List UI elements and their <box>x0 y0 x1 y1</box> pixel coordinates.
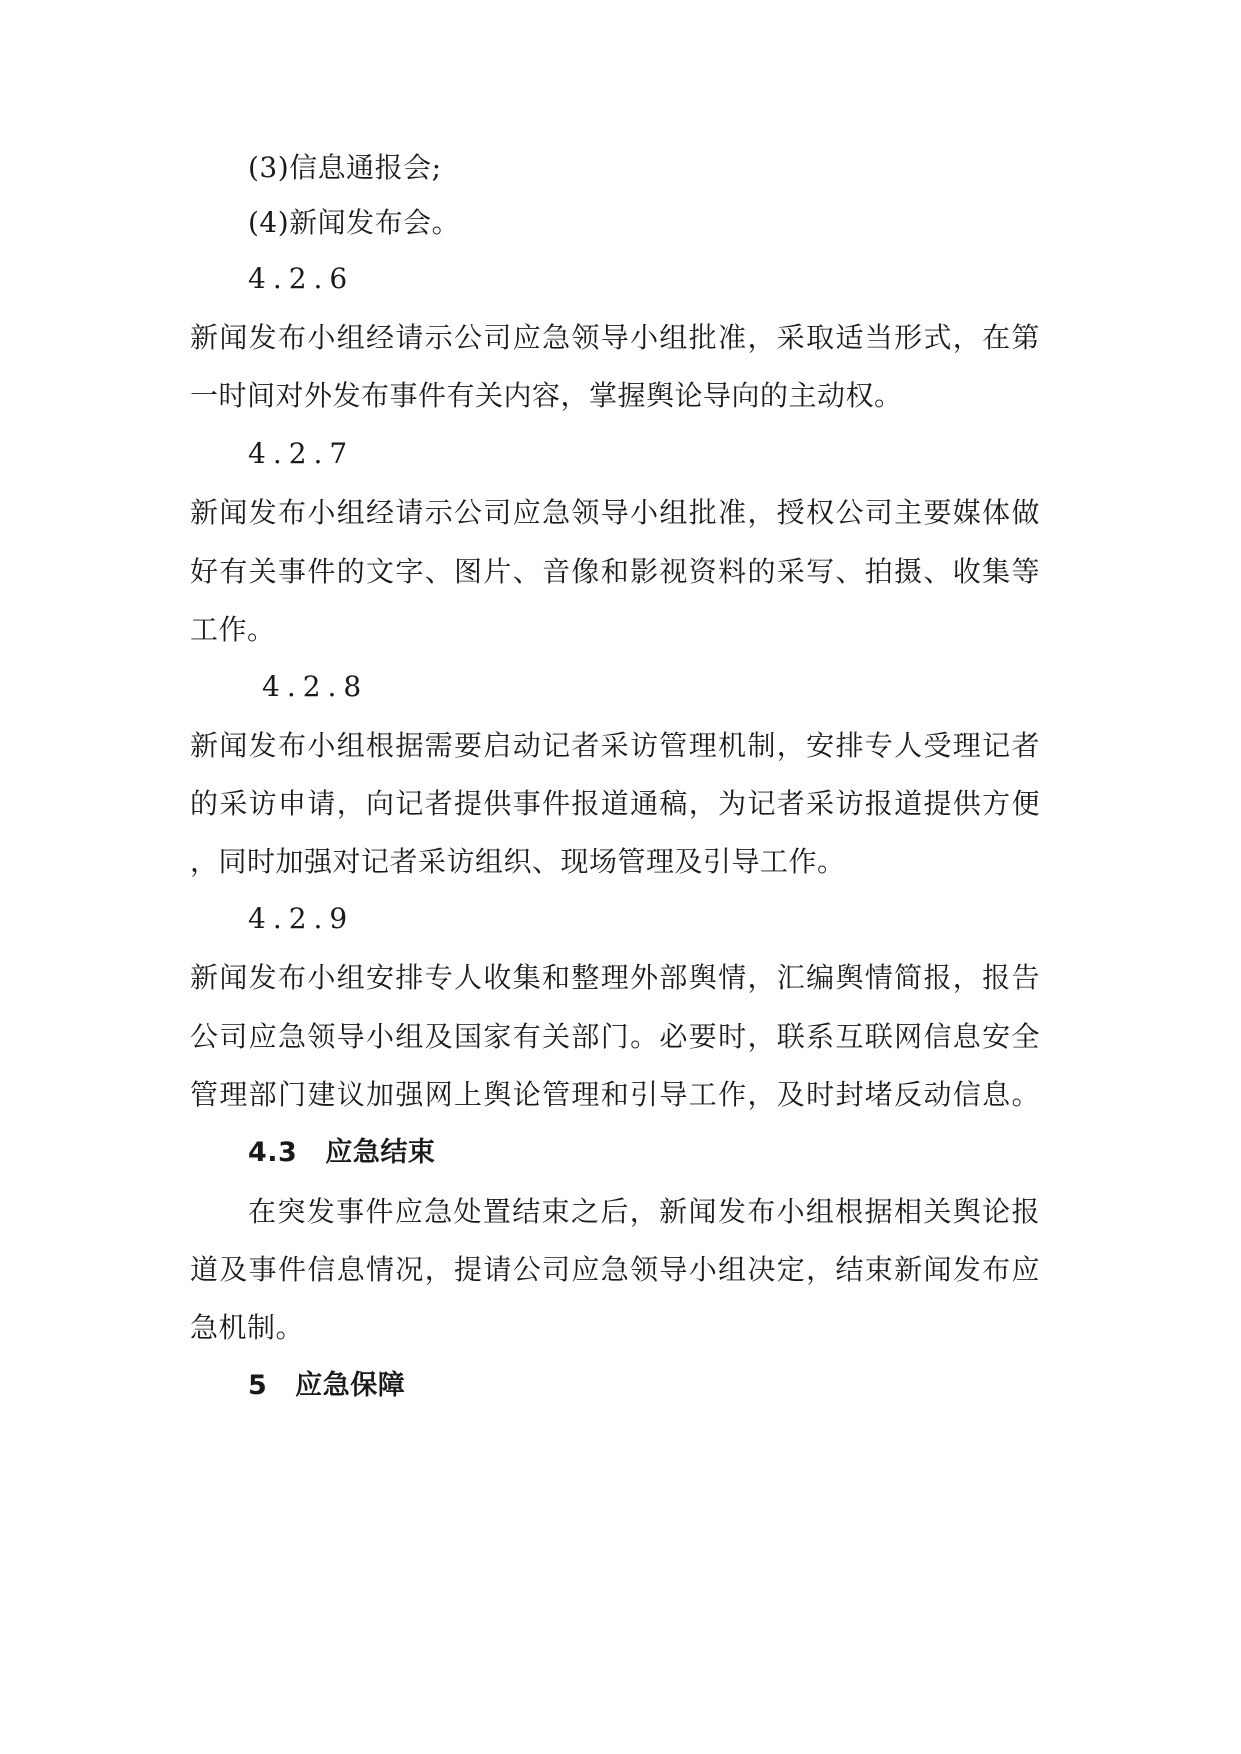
paragraph-line: 在突发事件应急处置结束之后，新闻发布小组根据相关舆论报 <box>248 1195 1040 1228</box>
paragraph-line: 的采访申请，向记者提供事件报道通稿，为记者采访报道提供方便 <box>190 787 1040 820</box>
paragraph-line: 新闻发布小组根据需要启动记者采访管理机制，安排专人受理记者 <box>190 729 1040 762</box>
paragraph-line: 新闻发布小组经请示公司应急领导小组批准，采取适当形式，在第 <box>190 321 1040 354</box>
section-heading-4-3 <box>248 1133 435 1173</box>
clause-number-4-2-7: 4.2.7 <box>248 437 355 470</box>
paragraph-line: 管理部门建议加强网上舆论管理和引导工作，及时封堵反动信息。 <box>190 1078 1040 1111</box>
clause-number-4-2-6: 4.2.6 <box>248 262 355 295</box>
section-title: 应急结束 <box>325 1137 436 1168</box>
paragraph-line: 新闻发布小组安排专人收集和整理外部舆情，汇编舆情简报，报告 <box>190 961 1040 994</box>
paragraph-line: 急机制。 <box>190 1311 305 1344</box>
paragraph-line: 公司应急领导小组及国家有关部门。必要时，联系互联网信息安全 <box>190 1020 1040 1053</box>
paragraph-line: ，同时加强对记者采访组织、现场管理及引导工作。 <box>190 845 846 878</box>
list-item-3: (3)信息通报会; <box>248 151 442 184</box>
paragraph-line: 道及事件信息情况，提请公司应急领导小组决定，结束新闻发布应 <box>190 1253 1040 1286</box>
section-number: 4.3 <box>248 1137 298 1168</box>
paragraph-line: 新闻发布小组经请示公司应急领导小组批准，授权公司主要媒体做 <box>190 496 1040 529</box>
paragraph-line: 工作。 <box>190 613 276 646</box>
section-number: 5 <box>248 1370 268 1401</box>
section-title: 应急保障 <box>295 1370 406 1401</box>
list-item-4: (4)新闻发布会。 <box>248 206 461 239</box>
clause-number-4-2-8: 4.2.8 <box>262 670 369 703</box>
paragraph-line: 好有关事件的文字、图片、音像和影视资料的采写、拍摄、收集等 <box>190 555 1040 588</box>
section-heading-5 <box>248 1366 405 1406</box>
paragraph-line: 一时间对外发布事件有关内容，掌握舆论导向的主动权。 <box>190 379 903 412</box>
clause-number-4-2-9: 4.2.9 <box>248 902 355 935</box>
